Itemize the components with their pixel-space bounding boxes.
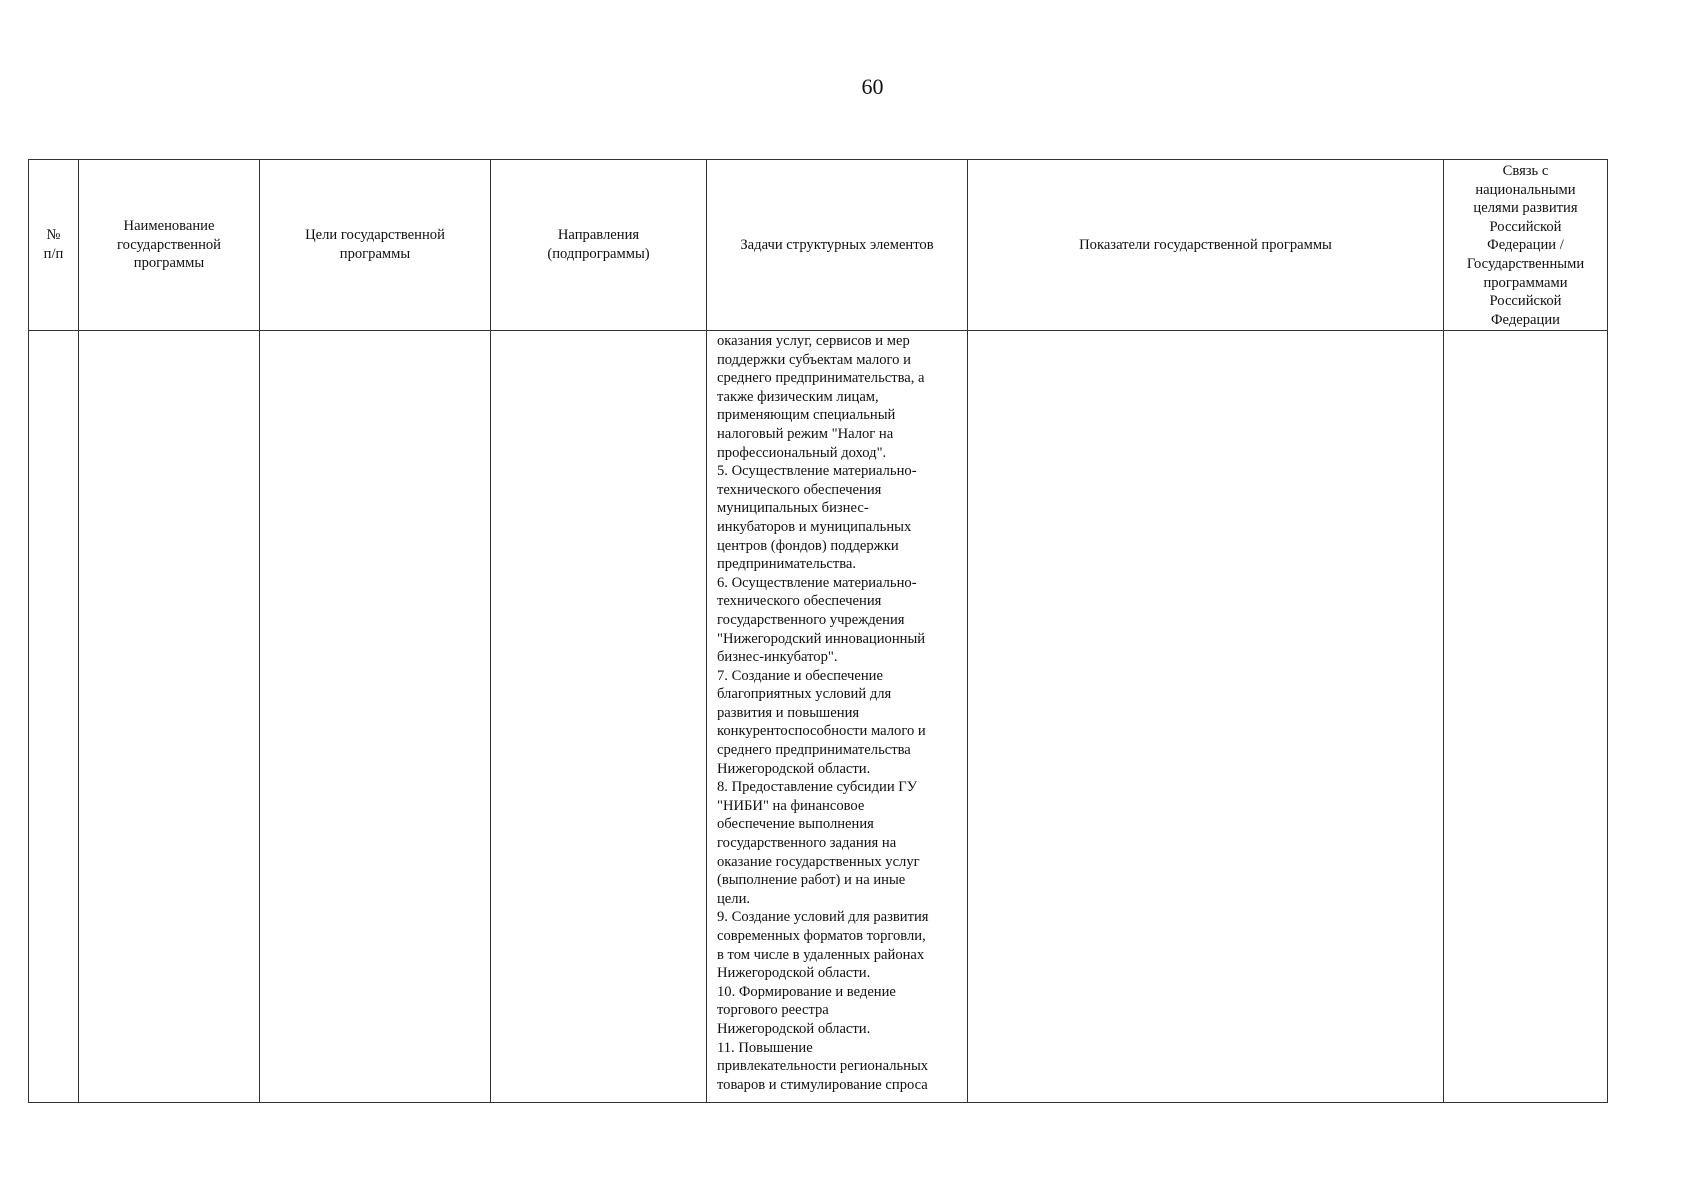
- header-goals: [260, 160, 491, 331]
- header-directions-label: Направления (подпрограммы): [547, 227, 650, 262]
- header-indicators: [968, 160, 1444, 331]
- cell-indicators: [968, 331, 1444, 1103]
- page-number: 60: [861, 74, 884, 99]
- header-num-label: № п/п: [43, 227, 64, 262]
- cell-national-goals: [1444, 331, 1608, 1103]
- header-program-name-label: Наименование государственной программы: [116, 218, 221, 272]
- header-directions: [491, 160, 707, 331]
- header-tasks: [707, 160, 968, 331]
- cell-goals: [260, 331, 491, 1103]
- header-national-goals-label: Связь с национальными целями развития Российской Федерации / Государственными программами Российской Федерации: [1466, 163, 1585, 328]
- cell-tasks: [707, 331, 968, 1103]
- header-goals-label: Цели государственной программы: [305, 227, 445, 262]
- tasks-text: оказания услуг, сервисов и мер поддержки субъектам малого и среднего предпринимательства, а также физическим лицам, применяющим специальный налоговый режим "Налог на профессиональный доход". 5. Осуществление материально- технического обеспечения муниципальных бизнес- инкубаторов и муниципальных центров (фондов) поддержки предпринимательства. 6. Осуществление материально- технического обеспечения государственного учреждения "Нижегородский инновационный бизнес-инкубатор". 7. Создание и обеспечение благоприятных условий для развития и повышения конкурентоспособности малого и среднего предпринимательства Нижегородской области. 8. Предоставление субсидии ГУ "НИБИ" на финансовое обеспечение выполнения государственного задания на оказание государственных услуг (выполнение работ) и на иные цели. 9. Создание условий для развития современных форматов торговли, в том числе в удаленных районах Нижегородской области. 10. Формирование и ведение торгового реестра Нижегородской области. 11. Повышение привлекательности региональных товаров и стимулирование спроса: [717, 333, 929, 1093]
- header-national-goals: [1444, 160, 1608, 331]
- program-table: [28, 159, 1608, 1103]
- header-program-name: [79, 160, 260, 331]
- header-indicators-label: Показатели государственной программы: [1079, 236, 1332, 253]
- header-tasks-label: Задачи структурных элементов: [740, 236, 934, 253]
- cell-program-name: [79, 331, 260, 1103]
- cell-directions: [491, 331, 707, 1103]
- header-num: [29, 160, 79, 331]
- table-header-row: [29, 160, 1608, 331]
- table-row: [29, 331, 1608, 1103]
- cell-num: [29, 331, 79, 1103]
